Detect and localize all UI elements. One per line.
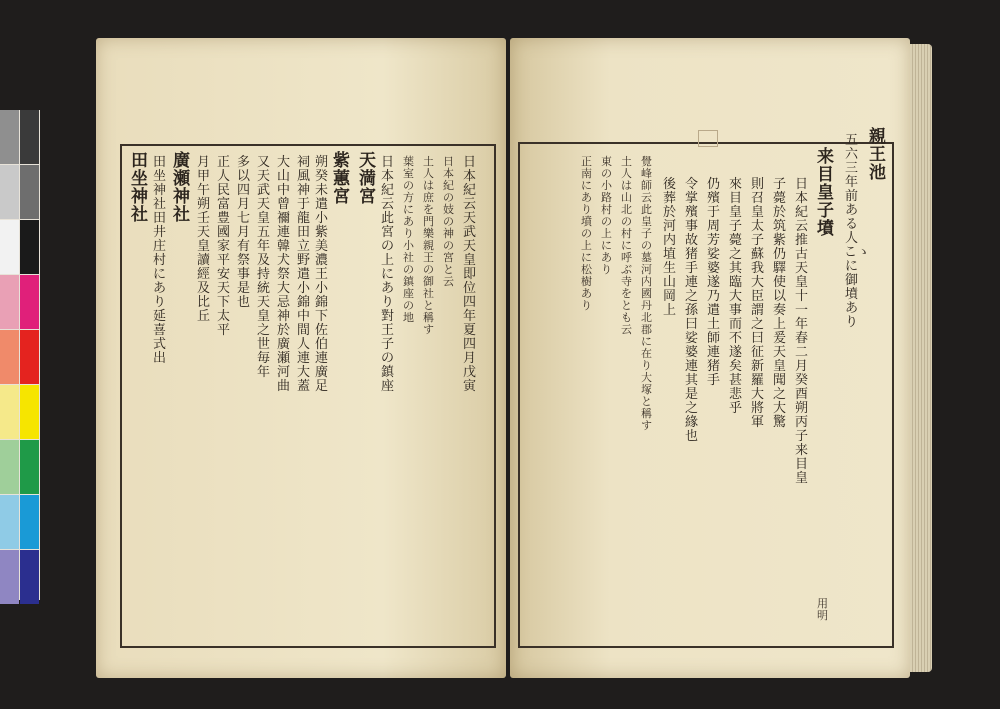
swatch-dark — [20, 110, 39, 164]
swatch-yellow — [20, 385, 39, 439]
heading-kume-oji-fun: 来目皇子墳 — [817, 147, 834, 239]
text-column: 正人民富豊國家平安天下太平 — [216, 155, 230, 338]
swatch-salmon — [0, 330, 19, 384]
text-column: 則召皇太子蘇我大臣謂之曰征新羅大將軍 — [750, 177, 764, 430]
heading-amatsumiya: 天満宮 — [359, 151, 376, 207]
page-edges — [910, 44, 932, 672]
text-column: 後葬於河内埴生山岡上 — [662, 177, 676, 318]
right-page — [510, 38, 910, 678]
text-column: 日本紀云天武天皇即位四年夏四月戊寅 — [462, 155, 476, 394]
text-column: 大山中曾禰連韓犬祭大忌神於廣瀬河曲 — [276, 155, 290, 394]
text-column: 子薨於筑紫仍驛使以奏上爰天皇聞之大驚 — [772, 177, 786, 430]
text-column: 仍殯于周芳娑婆遂乃遣土師連猪手 — [706, 177, 720, 388]
faded-stamp — [698, 130, 718, 147]
note-column: 東の小路村の上にあり — [601, 155, 612, 276]
swatch-magenta — [20, 275, 39, 329]
swatch-pink — [0, 275, 19, 329]
text-column: 月甲午朔壬天皇讀經及比丘 — [196, 155, 210, 324]
heading-hirose-jinja: 廣瀬神社 — [173, 151, 190, 225]
text-column: 多以四月七月有祭事是也 — [236, 155, 250, 310]
text-column: 五六三年前ある人こゝに御墳あり — [844, 133, 871, 330]
text-column: 又天武天皇五年及持統天皇之世毎年 — [256, 155, 270, 380]
text-column: 朔癸未遣小紫美濃王小錦下佐伯連廣足 — [314, 155, 328, 394]
color-calibration-strip — [0, 110, 40, 600]
open-book — [92, 30, 932, 690]
swatch-black — [20, 220, 39, 274]
swatch-lavender — [0, 550, 19, 604]
note-column: 土人は山北の村に呼ぶ寺をとも云 — [621, 155, 632, 336]
text-column: 日本紀云推古天皇十一年春二月癸酉朔丙子来目皇 — [794, 177, 808, 486]
heading-shirakuma-ka: 紫蕙宮 — [333, 151, 350, 207]
swatch-gray — [0, 110, 19, 164]
heading-tagami-jinja: 田坐神社 — [131, 151, 148, 225]
swatch-green — [20, 440, 39, 494]
text-column: 祠風神于龍田立野遣小錦中間人連大蓋 — [296, 155, 310, 394]
left-page — [96, 38, 506, 678]
swatch-blue — [20, 550, 39, 604]
note-column: 正南にあり墳の上に松樹あり — [581, 155, 592, 312]
swatch-white — [0, 220, 19, 274]
note-column: 土人は庶を門樂親王の御社と稱す — [423, 155, 434, 336]
swatch-red — [20, 330, 39, 384]
note-column: 覺峰師云此皇子の墓河内國丹北郡に在り大塚と稱す — [641, 155, 652, 432]
side-label: 用明 — [817, 597, 828, 622]
swatch-mid — [20, 165, 39, 219]
note-column: 葉室の方にあり小社の鎮座の地 — [403, 155, 414, 324]
swatch-pale-cyan — [0, 495, 19, 549]
swatch-pale-yellow — [0, 385, 19, 439]
swatch-light — [0, 165, 19, 219]
note-column: 日本紀の妓の神の宮と云 — [443, 155, 454, 288]
text-column: 日本紀云此宮の上にあり對王子の鎮座 — [380, 155, 394, 394]
swatch-cyan — [20, 495, 39, 549]
swatch-pale-green — [0, 440, 19, 494]
text-column: 來目皇子薨之其臨大事而不遂矣甚悲乎 — [728, 177, 742, 416]
text-column: 令掌殯事故猪手連之孫曰娑婆連其是之緣也 — [684, 177, 698, 444]
text-column: 田坐神社 田井庄村にあり 延喜式出 — [152, 155, 166, 366]
heading-shinno-ike: 親王池 — [869, 127, 886, 183]
